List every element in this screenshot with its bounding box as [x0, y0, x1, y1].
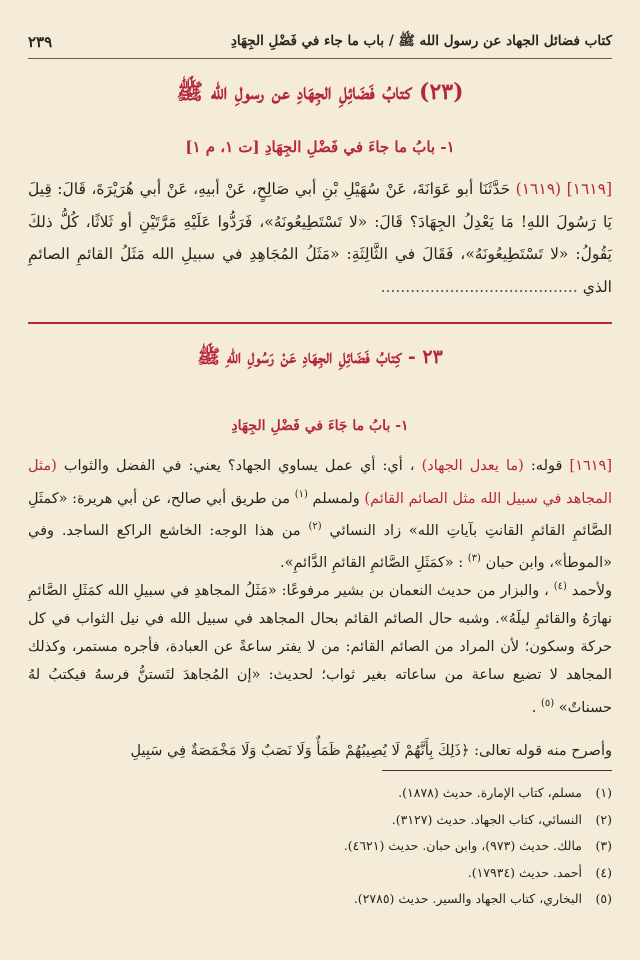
footnote-ref-3[interactable]: (٣) — [467, 553, 481, 565]
quran-verse: ﴿ذَلِكَ بِأَنَّهُمْ لَا يُصِيبُهُمْ ظَمَأٌ وَلَا نَصَبٌ وَلَا مَخْمَصَةٌ فِي سَبِيلِ — [130, 743, 470, 759]
hadith-text — [28, 173, 612, 303]
commentary-number: [١٦١٩] — [569, 458, 613, 474]
footnote-text: البخاري، كتاب الجهاد والسير. حديث (٢٧٨٥). — [353, 891, 582, 906]
footnote-ref-4[interactable]: (٤) — [553, 581, 567, 592]
commentary-text-3: من طريق أبي صالح، عن أبي هريرة: «كمثَلِ الصَّائمِ القائمِ القانتِ بآياتِ الله» زاد النسائي — [28, 490, 613, 539]
commentary-text-2: ولمسلم — [312, 490, 360, 507]
footnote-text: مالك. حديث (٩٧٣)، وابن حبان. حديث (٤٦٢١). — [343, 838, 582, 853]
hadith-body: حَدَّثَنَا أبو عَوَانَةَ، عَنْ سُهَيْلِ بْنِ أبي صَالِحٍ، عَنْ أبيهِ، عَنْ أبي هُرَيْرَةَ، قَالَ: قِيلَ يَا رَسُولَ اللهِ! مَا يَعْدِلُ الجِهَادَ؟ قَالَ: «لا تَسْتَطِيعُونَهُ»، فَرَدُّوا عَلَيْهِ مَرَّتَيْنِ أو ثَلاثًا، كُلُّ ذلكَ يَقُولُ: «لا تَسْتَطِيعُونَهُ»، فَقَالَ في الثَّالِثَةِ: «مَثَلُ المُجَاهِدِ في سبيلِ الله مَثَلُ القائمِ الصائمِ الذي — [28, 180, 612, 296]
footnote-number: (٤) — [595, 864, 612, 880]
footnote-item — [28, 807, 612, 834]
hadith-number: [١٦١٩] (١٦١٩) — [515, 180, 612, 198]
footnote-number: (٣) — [595, 838, 612, 853]
footnote-number: (١) — [595, 785, 612, 800]
footnote-text: النسائي، كتاب الجهاد. حديث (٣١٢٧). — [391, 811, 582, 827]
commentary-p2-text-2: ، والبزار من حديث النعمان بن بشير مرفوعًا: «مَثَلُ المجاهدِ في سبيلِ الله كمَثَلِ الصَّائمِ نهارَهُ والقائمِ ليلَهُ». وشبه حال الصائم القائم بحال المجاهد في سبيل الله في نيل الثواب في كل حركة وسكون؛ لأن المراد من الصائم القائم: من لا يفتر ساعةً عن العبادة، فأجره مستمر، وكذلك المجاهد لا تضيع ساعة من ساعاته بغير ثواب؛ لحديث: «إن المُجاهدَ لتَستنُّ فرسهُ فيكتبُ لهُ حسناتٌ» — [28, 582, 612, 716]
footnote-number: (٥) — [595, 891, 612, 906]
footnote-number: (٢) — [595, 811, 612, 827]
section-divider — [28, 322, 612, 324]
commentary-paragraph-2 — [28, 573, 612, 722]
footnote-text: أحمد. حديث (١٧٩٣٤). — [467, 864, 582, 880]
page-number: ٢٣٩ — [28, 33, 53, 51]
hadith-ellipsis: ........................................ — [380, 277, 578, 296]
footnote-item — [28, 860, 612, 887]
footnote-item — [28, 833, 612, 860]
commentary-text-1: ، أي: أي عمل يساوي الجهاد؟ يعني: في الفضل والثواب — [56, 458, 415, 474]
book-title: (٢٣) كتابُ فَضَائِلِ الجِهَادِ عن رسولِ الله ﷺ — [176, 79, 464, 105]
footnote-item — [28, 886, 612, 913]
footnote-rule — [382, 770, 612, 771]
commentary-p2-text-3: . — [531, 699, 537, 716]
commentary-text-5: : «كمَثَلِ الصَّائمِ القائمِ الدَّائمِ». — [280, 554, 464, 571]
footnote-item — [28, 780, 612, 807]
commentary-p3-text: وأصرح منه قوله تعالى: — [469, 743, 612, 759]
quoted-phrase-2: (مثل المجاهد في سبيل الله مثل الصائم القائم) — [28, 458, 613, 507]
footnotes — [28, 780, 612, 913]
footnote-text: مسلم، كتاب الإمارة. حديث (١٨٧٨). — [398, 785, 582, 800]
running-title: كتاب فضائل الجهاد عن رسول الله ﷺ / باب ما جاء في فَضْلِ الجِهَادِ — [230, 33, 612, 49]
commentary-book-title: ٢٣ - كِتابُ فَضَائِلِ الجِهَادِ عَنْ رَسُولِ اللهِ ﷺ — [197, 346, 443, 368]
commentary-p2-text-1: ولأحمد — [571, 582, 613, 599]
commentary-paragraph-3 — [28, 739, 612, 763]
commentary-text-4: من هذا الوجه: الخاشع الراكع الساجد. وفي «الموطأ»، وابن حبان — [28, 522, 612, 571]
footnote-ref-1[interactable]: (١) — [294, 488, 308, 500]
footnote-ref-5[interactable]: (٥) — [540, 697, 555, 709]
commentary-chapter-heading: ١- بابُ ما جَاءَ في فَضْلِ الجِهَادِ — [231, 418, 409, 434]
footnote-ref-2[interactable]: (٢) — [308, 520, 322, 532]
commentary-lead: قوله: — [523, 458, 563, 474]
quoted-phrase-1: (ما يعدل الجهاد) — [421, 458, 524, 474]
commentary-paragraph-1 — [28, 452, 612, 577]
chapter-heading: ١- بابُ ما جاءَ في فَضْلِ الجِهَادِ [ت ١، م ١] — [185, 138, 455, 156]
running-header — [28, 30, 612, 59]
